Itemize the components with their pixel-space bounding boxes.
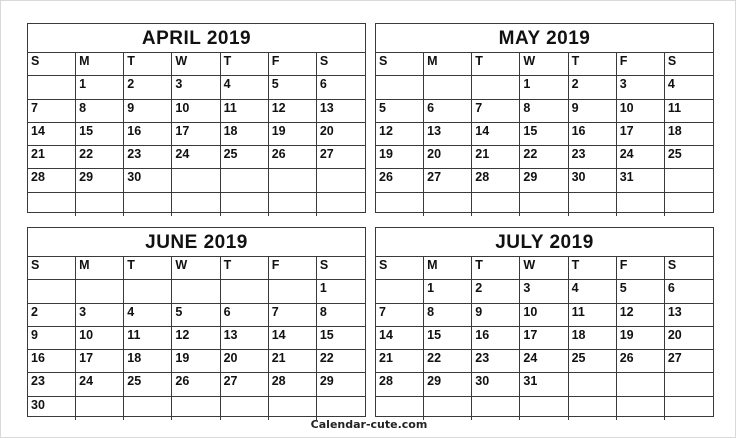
month-calendar-april bbox=[27, 23, 366, 213]
day-cell bbox=[221, 169, 269, 192]
day-cell bbox=[665, 397, 713, 420]
day-cell: 8 bbox=[424, 304, 472, 327]
day-cell: 29 bbox=[424, 373, 472, 396]
day-header: T bbox=[472, 257, 520, 280]
day-cell: 8 bbox=[317, 304, 365, 327]
day-cell: 13 bbox=[424, 123, 472, 146]
day-header: S bbox=[28, 53, 76, 76]
month-calendar-may bbox=[375, 23, 714, 213]
day-cell: 30 bbox=[124, 169, 172, 192]
month-title: JUNE 2019 bbox=[28, 228, 365, 257]
day-header: W bbox=[520, 257, 568, 280]
day-cell: 24 bbox=[76, 373, 124, 396]
day-cell: 4 bbox=[665, 76, 713, 99]
day-cell: 5 bbox=[617, 280, 665, 303]
day-cell: 26 bbox=[617, 350, 665, 373]
day-header: S bbox=[317, 257, 365, 280]
day-cell bbox=[520, 193, 568, 216]
day-cell: 18 bbox=[665, 123, 713, 146]
day-header: M bbox=[76, 257, 124, 280]
day-cell bbox=[376, 280, 424, 303]
month-title: JULY 2019 bbox=[376, 228, 713, 257]
day-cell: 5 bbox=[376, 100, 424, 123]
day-cell bbox=[124, 397, 172, 420]
day-cell: 2 bbox=[569, 76, 617, 99]
day-cell: 10 bbox=[520, 304, 568, 327]
day-cell: 23 bbox=[569, 146, 617, 169]
day-header: T bbox=[221, 53, 269, 76]
day-cell: 11 bbox=[124, 327, 172, 350]
day-cell: 11 bbox=[665, 100, 713, 123]
day-cell bbox=[76, 280, 124, 303]
day-cell: 25 bbox=[124, 373, 172, 396]
day-cell: 25 bbox=[221, 146, 269, 169]
day-header: F bbox=[269, 257, 317, 280]
day-cell: 24 bbox=[520, 350, 568, 373]
day-cell: 27 bbox=[424, 169, 472, 192]
day-cell bbox=[317, 193, 365, 216]
month-calendar-june bbox=[27, 227, 366, 417]
day-cell bbox=[269, 280, 317, 303]
day-cell bbox=[28, 193, 76, 216]
day-cell: 16 bbox=[124, 123, 172, 146]
day-cell: 9 bbox=[28, 327, 76, 350]
day-header: T bbox=[472, 53, 520, 76]
day-cell bbox=[124, 193, 172, 216]
day-cell: 22 bbox=[317, 350, 365, 373]
day-cell: 24 bbox=[617, 146, 665, 169]
day-header: W bbox=[520, 53, 568, 76]
day-header: W bbox=[172, 53, 220, 76]
day-cell: 27 bbox=[317, 146, 365, 169]
day-cell: 5 bbox=[172, 304, 220, 327]
day-cell: 23 bbox=[472, 350, 520, 373]
day-cell: 29 bbox=[317, 373, 365, 396]
day-cell bbox=[172, 280, 220, 303]
day-cell: 4 bbox=[569, 280, 617, 303]
day-cell: 8 bbox=[76, 100, 124, 123]
day-cell: 6 bbox=[424, 100, 472, 123]
day-cell: 17 bbox=[617, 123, 665, 146]
day-cell: 14 bbox=[376, 327, 424, 350]
day-cell bbox=[221, 193, 269, 216]
day-header: W bbox=[172, 257, 220, 280]
day-header: S bbox=[665, 53, 713, 76]
day-cell: 13 bbox=[317, 100, 365, 123]
day-cell: 18 bbox=[569, 327, 617, 350]
day-cell bbox=[569, 397, 617, 420]
day-cell bbox=[221, 397, 269, 420]
day-header: S bbox=[28, 257, 76, 280]
day-cell: 16 bbox=[28, 350, 76, 373]
day-cell: 19 bbox=[376, 146, 424, 169]
day-cell: 15 bbox=[424, 327, 472, 350]
day-cell: 13 bbox=[221, 327, 269, 350]
day-cell bbox=[376, 76, 424, 99]
day-cell: 1 bbox=[76, 76, 124, 99]
day-cell: 31 bbox=[617, 169, 665, 192]
day-cell: 19 bbox=[617, 327, 665, 350]
day-cell: 7 bbox=[472, 100, 520, 123]
day-cell: 20 bbox=[665, 327, 713, 350]
day-cell: 8 bbox=[520, 100, 568, 123]
day-header: M bbox=[424, 53, 472, 76]
day-cell bbox=[617, 373, 665, 396]
day-cell: 2 bbox=[472, 280, 520, 303]
day-cell: 14 bbox=[269, 327, 317, 350]
day-cell: 27 bbox=[665, 350, 713, 373]
day-header: T bbox=[124, 53, 172, 76]
day-cell bbox=[520, 397, 568, 420]
day-cell bbox=[269, 169, 317, 192]
day-cell bbox=[76, 397, 124, 420]
day-cell: 11 bbox=[569, 304, 617, 327]
day-cell bbox=[376, 397, 424, 420]
day-cell: 3 bbox=[76, 304, 124, 327]
day-cell bbox=[172, 169, 220, 192]
day-cell: 27 bbox=[221, 373, 269, 396]
day-cell: 26 bbox=[376, 169, 424, 192]
day-cell bbox=[472, 76, 520, 99]
day-cell bbox=[124, 280, 172, 303]
day-cell: 25 bbox=[569, 350, 617, 373]
day-cell: 11 bbox=[221, 100, 269, 123]
day-cell: 18 bbox=[221, 123, 269, 146]
day-cell: 31 bbox=[520, 373, 568, 396]
day-cell bbox=[28, 280, 76, 303]
day-header: S bbox=[665, 257, 713, 280]
day-cell: 2 bbox=[28, 304, 76, 327]
day-cell: 12 bbox=[376, 123, 424, 146]
day-header: S bbox=[317, 53, 365, 76]
day-cell bbox=[665, 193, 713, 216]
day-cell: 30 bbox=[472, 373, 520, 396]
day-cell bbox=[269, 397, 317, 420]
day-cell: 28 bbox=[269, 373, 317, 396]
day-cell: 29 bbox=[76, 169, 124, 192]
day-header: T bbox=[124, 257, 172, 280]
day-cell: 28 bbox=[28, 169, 76, 192]
day-cell bbox=[317, 169, 365, 192]
day-cell: 1 bbox=[520, 76, 568, 99]
day-cell: 28 bbox=[376, 373, 424, 396]
day-header: T bbox=[569, 257, 617, 280]
day-cell: 6 bbox=[665, 280, 713, 303]
day-cell: 21 bbox=[472, 146, 520, 169]
day-cell: 23 bbox=[28, 373, 76, 396]
day-cell: 9 bbox=[124, 100, 172, 123]
day-cell bbox=[269, 193, 317, 216]
day-cell bbox=[317, 397, 365, 420]
day-cell: 1 bbox=[317, 280, 365, 303]
day-cell: 24 bbox=[172, 146, 220, 169]
month-grid bbox=[376, 53, 713, 216]
day-cell: 5 bbox=[269, 76, 317, 99]
day-cell bbox=[172, 397, 220, 420]
day-cell bbox=[472, 397, 520, 420]
day-cell: 9 bbox=[569, 100, 617, 123]
day-cell: 21 bbox=[269, 350, 317, 373]
day-cell: 14 bbox=[472, 123, 520, 146]
day-cell: 22 bbox=[76, 146, 124, 169]
day-cell bbox=[28, 76, 76, 99]
day-cell: 17 bbox=[520, 327, 568, 350]
day-cell: 16 bbox=[472, 327, 520, 350]
day-header: S bbox=[376, 53, 424, 76]
day-cell: 19 bbox=[269, 123, 317, 146]
month-grid bbox=[376, 257, 713, 420]
day-cell: 26 bbox=[172, 373, 220, 396]
day-cell: 6 bbox=[221, 304, 269, 327]
day-cell: 10 bbox=[617, 100, 665, 123]
day-cell: 7 bbox=[269, 304, 317, 327]
day-cell bbox=[472, 193, 520, 216]
day-cell: 20 bbox=[221, 350, 269, 373]
day-cell: 17 bbox=[76, 350, 124, 373]
day-cell: 22 bbox=[424, 350, 472, 373]
day-cell bbox=[665, 373, 713, 396]
footer-credit: Calendar-cute.com bbox=[310, 418, 428, 431]
day-cell: 30 bbox=[28, 397, 76, 420]
day-cell: 9 bbox=[472, 304, 520, 327]
day-cell: 10 bbox=[76, 327, 124, 350]
day-cell: 23 bbox=[124, 146, 172, 169]
day-cell: 17 bbox=[172, 123, 220, 146]
day-cell: 30 bbox=[569, 169, 617, 192]
day-header: T bbox=[569, 53, 617, 76]
day-cell: 16 bbox=[569, 123, 617, 146]
day-cell: 2 bbox=[124, 76, 172, 99]
day-cell: 10 bbox=[172, 100, 220, 123]
day-cell bbox=[221, 280, 269, 303]
day-cell: 28 bbox=[472, 169, 520, 192]
day-cell: 3 bbox=[520, 280, 568, 303]
day-cell bbox=[617, 397, 665, 420]
day-cell: 15 bbox=[76, 123, 124, 146]
day-header: F bbox=[617, 257, 665, 280]
day-cell bbox=[569, 193, 617, 216]
day-cell: 20 bbox=[317, 123, 365, 146]
day-cell: 7 bbox=[376, 304, 424, 327]
day-header: M bbox=[424, 257, 472, 280]
day-cell bbox=[424, 193, 472, 216]
day-cell: 14 bbox=[28, 123, 76, 146]
day-cell: 6 bbox=[317, 76, 365, 99]
day-cell: 20 bbox=[424, 146, 472, 169]
day-cell: 22 bbox=[520, 146, 568, 169]
day-header: S bbox=[376, 257, 424, 280]
day-cell bbox=[376, 193, 424, 216]
day-cell: 3 bbox=[172, 76, 220, 99]
day-header: F bbox=[617, 53, 665, 76]
day-cell bbox=[76, 193, 124, 216]
day-cell: 7 bbox=[28, 100, 76, 123]
day-cell: 15 bbox=[317, 327, 365, 350]
day-cell: 26 bbox=[269, 146, 317, 169]
day-cell: 15 bbox=[520, 123, 568, 146]
month-calendar-july bbox=[375, 227, 714, 417]
month-grid bbox=[28, 53, 365, 216]
day-cell: 21 bbox=[28, 146, 76, 169]
day-cell: 18 bbox=[124, 350, 172, 373]
month-title: APRIL 2019 bbox=[28, 24, 365, 53]
day-cell: 4 bbox=[221, 76, 269, 99]
month-title: MAY 2019 bbox=[376, 24, 713, 53]
day-cell: 29 bbox=[520, 169, 568, 192]
day-cell bbox=[424, 397, 472, 420]
day-cell: 12 bbox=[617, 304, 665, 327]
day-cell bbox=[617, 193, 665, 216]
day-header: T bbox=[221, 257, 269, 280]
day-cell: 19 bbox=[172, 350, 220, 373]
day-cell: 4 bbox=[124, 304, 172, 327]
day-cell: 12 bbox=[172, 327, 220, 350]
day-cell: 13 bbox=[665, 304, 713, 327]
day-cell: 3 bbox=[617, 76, 665, 99]
day-cell: 1 bbox=[424, 280, 472, 303]
day-header: F bbox=[269, 53, 317, 76]
day-cell bbox=[665, 169, 713, 192]
day-cell: 25 bbox=[665, 146, 713, 169]
day-cell bbox=[172, 193, 220, 216]
day-cell bbox=[569, 373, 617, 396]
day-cell: 12 bbox=[269, 100, 317, 123]
day-cell bbox=[424, 76, 472, 99]
day-cell: 21 bbox=[376, 350, 424, 373]
month-grid bbox=[28, 257, 365, 420]
day-header: M bbox=[76, 53, 124, 76]
